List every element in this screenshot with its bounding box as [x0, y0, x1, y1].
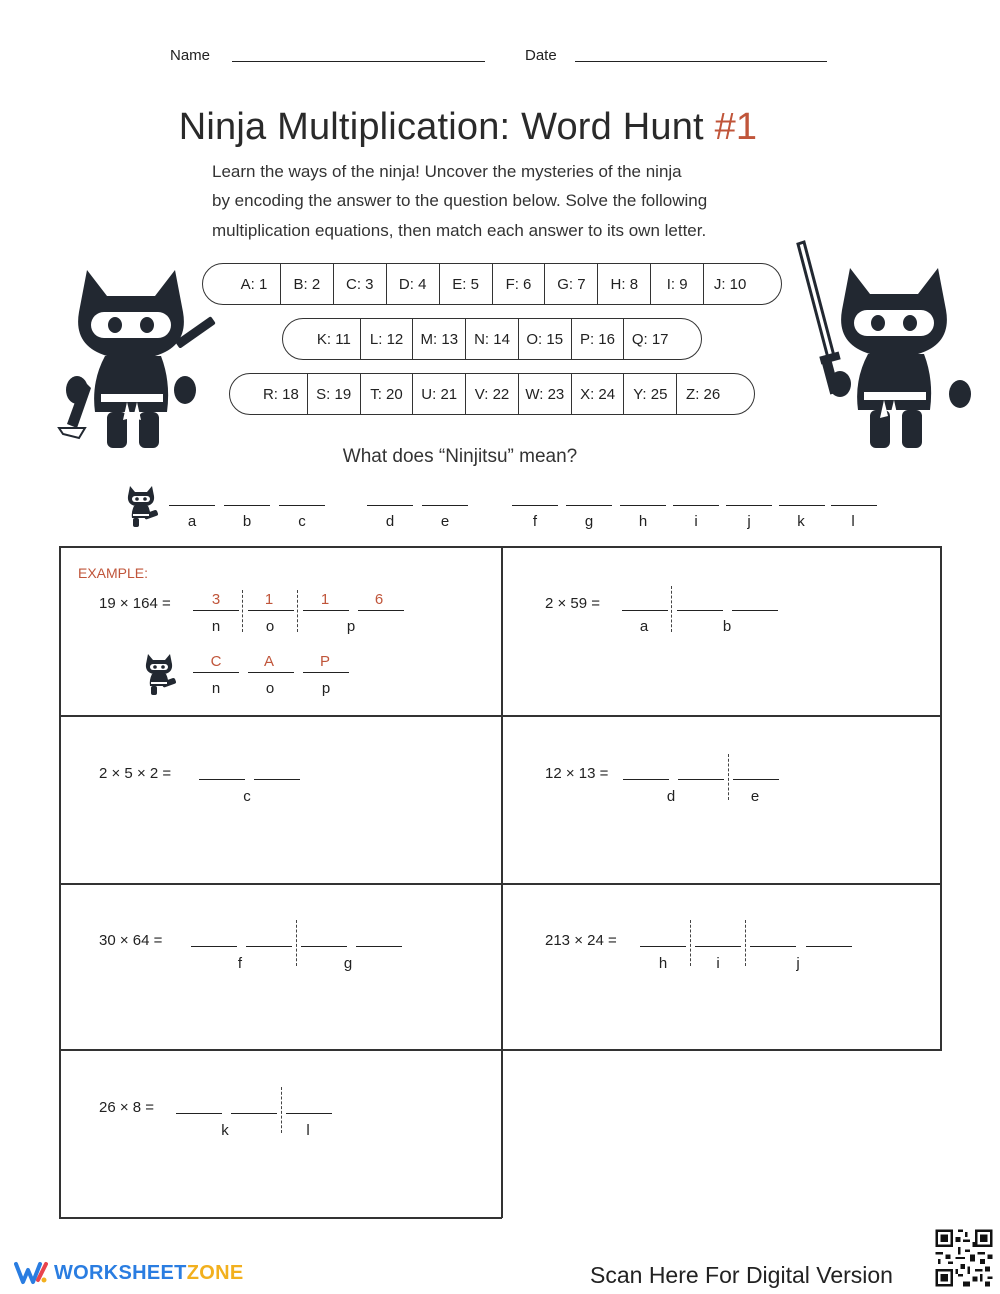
- example-label: EXAMPLE:: [78, 565, 149, 581]
- example-letter: p: [321, 680, 331, 697]
- answer-blank[interactable]: [695, 946, 741, 947]
- answer-letter: e: [440, 513, 450, 530]
- answer-blank[interactable]: [191, 946, 237, 947]
- example-equation: 19 × 164 =: [99, 595, 171, 612]
- example-digit: 3: [211, 591, 221, 608]
- digit-divider: [745, 920, 746, 966]
- date-label: Date: [525, 47, 557, 64]
- name-label: Name: [170, 47, 211, 64]
- answer-blank[interactable]: [422, 505, 468, 506]
- key-cell: Y: 25: [624, 374, 677, 414]
- date-field[interactable]: [575, 61, 827, 62]
- answer-blank[interactable]: [231, 1113, 277, 1114]
- digit-divider: [671, 586, 672, 632]
- title-number: #1: [714, 106, 758, 148]
- answer-blank[interactable]: [620, 505, 666, 506]
- problem-letter: h: [658, 955, 668, 972]
- problem-letter: i: [716, 955, 720, 972]
- example-letter: o: [265, 618, 275, 635]
- answer-letter: f: [532, 513, 538, 530]
- key-cell: O: 15: [519, 319, 572, 359]
- grid-line: [501, 546, 503, 1218]
- key-cell: V: 22: [466, 374, 519, 414]
- answer-blank[interactable]: [286, 1113, 332, 1114]
- key-cell: M: 13: [413, 319, 466, 359]
- grid-line: [59, 1217, 502, 1219]
- problem-equation: 26 × 8 =: [99, 1099, 155, 1116]
- example-blank: [193, 672, 239, 673]
- problem-letter: f: [237, 955, 243, 972]
- answer-letter: b: [242, 513, 252, 530]
- answer-blank[interactable]: [279, 505, 325, 506]
- worksheet-zone-logo-icon: [14, 1260, 48, 1286]
- key-cell: K: 11: [308, 319, 361, 359]
- example-blank: [248, 672, 294, 673]
- qr-code-icon[interactable]: [933, 1227, 995, 1289]
- answer-letter: c: [298, 513, 306, 530]
- page-title: [0, 106, 936, 149]
- answer-letter: i: [694, 513, 698, 530]
- key-cell: R: 18: [255, 374, 308, 414]
- answer-letter: a: [187, 513, 197, 530]
- example-blank: [303, 672, 349, 673]
- digit-divider: [296, 920, 297, 966]
- digit-divider: [242, 590, 243, 632]
- answer-blank[interactable]: [246, 946, 292, 947]
- answer-blank[interactable]: [224, 505, 270, 506]
- answer-blank[interactable]: [831, 505, 877, 506]
- answer-blank[interactable]: [750, 946, 796, 947]
- example-digit: 6: [374, 591, 384, 608]
- problem-equation: 2 × 59 =: [545, 595, 601, 612]
- answer-blank[interactable]: [254, 779, 300, 780]
- answer-letter: g: [584, 513, 594, 530]
- key-cell: F: 6: [493, 264, 546, 304]
- key-row-2: [282, 318, 702, 360]
- intro-line-2: by encoding the answer to the question below. Solve the following: [212, 191, 708, 210]
- answer-blank[interactable]: [367, 505, 413, 506]
- answer-letter: d: [385, 513, 395, 530]
- example-blank: [303, 610, 349, 611]
- answer-blank[interactable]: [678, 779, 724, 780]
- key-cell: E: 5: [440, 264, 493, 304]
- problem-letter: k: [221, 1122, 229, 1139]
- key-cell: C: 3: [334, 264, 387, 304]
- problem-letter: e: [750, 788, 760, 805]
- key-row-3: [229, 373, 755, 415]
- answer-blank[interactable]: [677, 610, 723, 611]
- problem-equation: 2 × 5 × 2 =: [99, 765, 172, 782]
- brand-part-2: ZONE: [186, 1261, 244, 1284]
- problem-letter: d: [666, 788, 676, 805]
- key-cell: J: 10: [713, 275, 747, 293]
- answer-blank[interactable]: [673, 505, 719, 506]
- key-cell: L: 12: [361, 319, 414, 359]
- key-cell: B: 2: [281, 264, 334, 304]
- answer-blank[interactable]: [512, 505, 558, 506]
- answer-blank[interactable]: [733, 779, 779, 780]
- example-letter: p: [346, 618, 356, 635]
- example-code-letter: C: [210, 653, 222, 670]
- problem-equation: 30 × 64 =: [99, 932, 163, 949]
- answer-blank[interactable]: [566, 505, 612, 506]
- example-digit: 1: [264, 591, 274, 608]
- digit-divider: [728, 754, 729, 800]
- example-blank: [193, 610, 239, 611]
- intro-line-1: Learn the ways of the ninja! Uncover the mysteries of the ninja: [212, 162, 682, 181]
- key-cell: U: 21: [413, 374, 466, 414]
- answer-letter: j: [747, 513, 751, 530]
- answer-blank[interactable]: [640, 946, 686, 947]
- kicking-ninja-icon: [124, 484, 160, 528]
- key-cell: N: 14: [466, 319, 519, 359]
- problem-letter: j: [796, 955, 800, 972]
- question-text: What does “Ninjitsu” mean?: [342, 446, 578, 467]
- example-letter: n: [211, 680, 221, 697]
- key-cell: G: 7: [545, 264, 598, 304]
- grid-line: [940, 546, 942, 1050]
- brand-name: [54, 1262, 243, 1285]
- problem-letter: a: [639, 618, 649, 635]
- scan-text: Scan Here For Digital Version: [590, 1262, 893, 1288]
- answer-blank[interactable]: [622, 610, 668, 611]
- name-field[interactable]: [232, 61, 485, 62]
- worksheet-zone-logo[interactable]: [14, 1260, 243, 1286]
- title-text: Ninja Multiplication: Word Hunt: [178, 106, 715, 148]
- answer-blank[interactable]: [623, 779, 669, 780]
- answer-blank[interactable]: [356, 946, 402, 947]
- key-cell: P: 16: [572, 319, 625, 359]
- key-cell: W: 23: [519, 374, 572, 414]
- answer-blank[interactable]: [199, 779, 245, 780]
- brand-part-1: WORKSHEET: [54, 1261, 187, 1284]
- example-code-letter: P: [319, 653, 330, 670]
- key-cell: H: 8: [598, 264, 651, 304]
- answer-letter: k: [797, 513, 805, 530]
- key-cell: D: 4: [387, 264, 440, 304]
- answer-blank[interactable]: [806, 946, 852, 947]
- answer-letter: l: [851, 513, 855, 530]
- digit-divider: [297, 590, 298, 632]
- answer-blank[interactable]: [779, 505, 825, 506]
- answer-blank[interactable]: [176, 1113, 222, 1114]
- problem-letter: l: [306, 1122, 310, 1139]
- problem-letter: c: [243, 788, 251, 805]
- key-cell: X: 24: [572, 374, 625, 414]
- answer-blank[interactable]: [301, 946, 347, 947]
- answer-blank[interactable]: [169, 505, 215, 506]
- problem-letter: g: [343, 955, 353, 972]
- key-cell: Q: 17: [631, 330, 669, 348]
- example-letter: n: [211, 618, 221, 635]
- problem-equation: 213 × 24 =: [545, 932, 617, 949]
- grid-line: [59, 546, 61, 1218]
- intro-line-3: multiplication equations, then match each answer to its own letter.: [212, 221, 707, 240]
- kicking-ninja-icon: [142, 652, 178, 696]
- key-row-1: [202, 263, 782, 305]
- key-cell: Z: 26: [686, 385, 721, 403]
- key-cell: T: 20: [361, 374, 414, 414]
- ninja-holding-sword-icon: [790, 238, 980, 452]
- key-cell: S: 19: [308, 374, 361, 414]
- answer-blank[interactable]: [732, 610, 778, 611]
- digit-divider: [281, 1087, 282, 1133]
- example-letter: o: [265, 680, 275, 697]
- example-code-letter: A: [263, 653, 274, 670]
- example-blank: [248, 610, 294, 611]
- key-cell: A: 1: [228, 264, 281, 304]
- example-blank: [358, 610, 404, 611]
- example-digit: 1: [320, 591, 330, 608]
- answer-blank[interactable]: [726, 505, 772, 506]
- key-cell: I: 9: [651, 264, 704, 304]
- ninja-with-sword-on-back-icon: [55, 262, 225, 452]
- digit-divider: [690, 920, 691, 966]
- answer-letter: h: [638, 513, 648, 530]
- problem-equation: 12 × 13 =: [545, 765, 609, 782]
- problem-letter: b: [722, 618, 732, 635]
